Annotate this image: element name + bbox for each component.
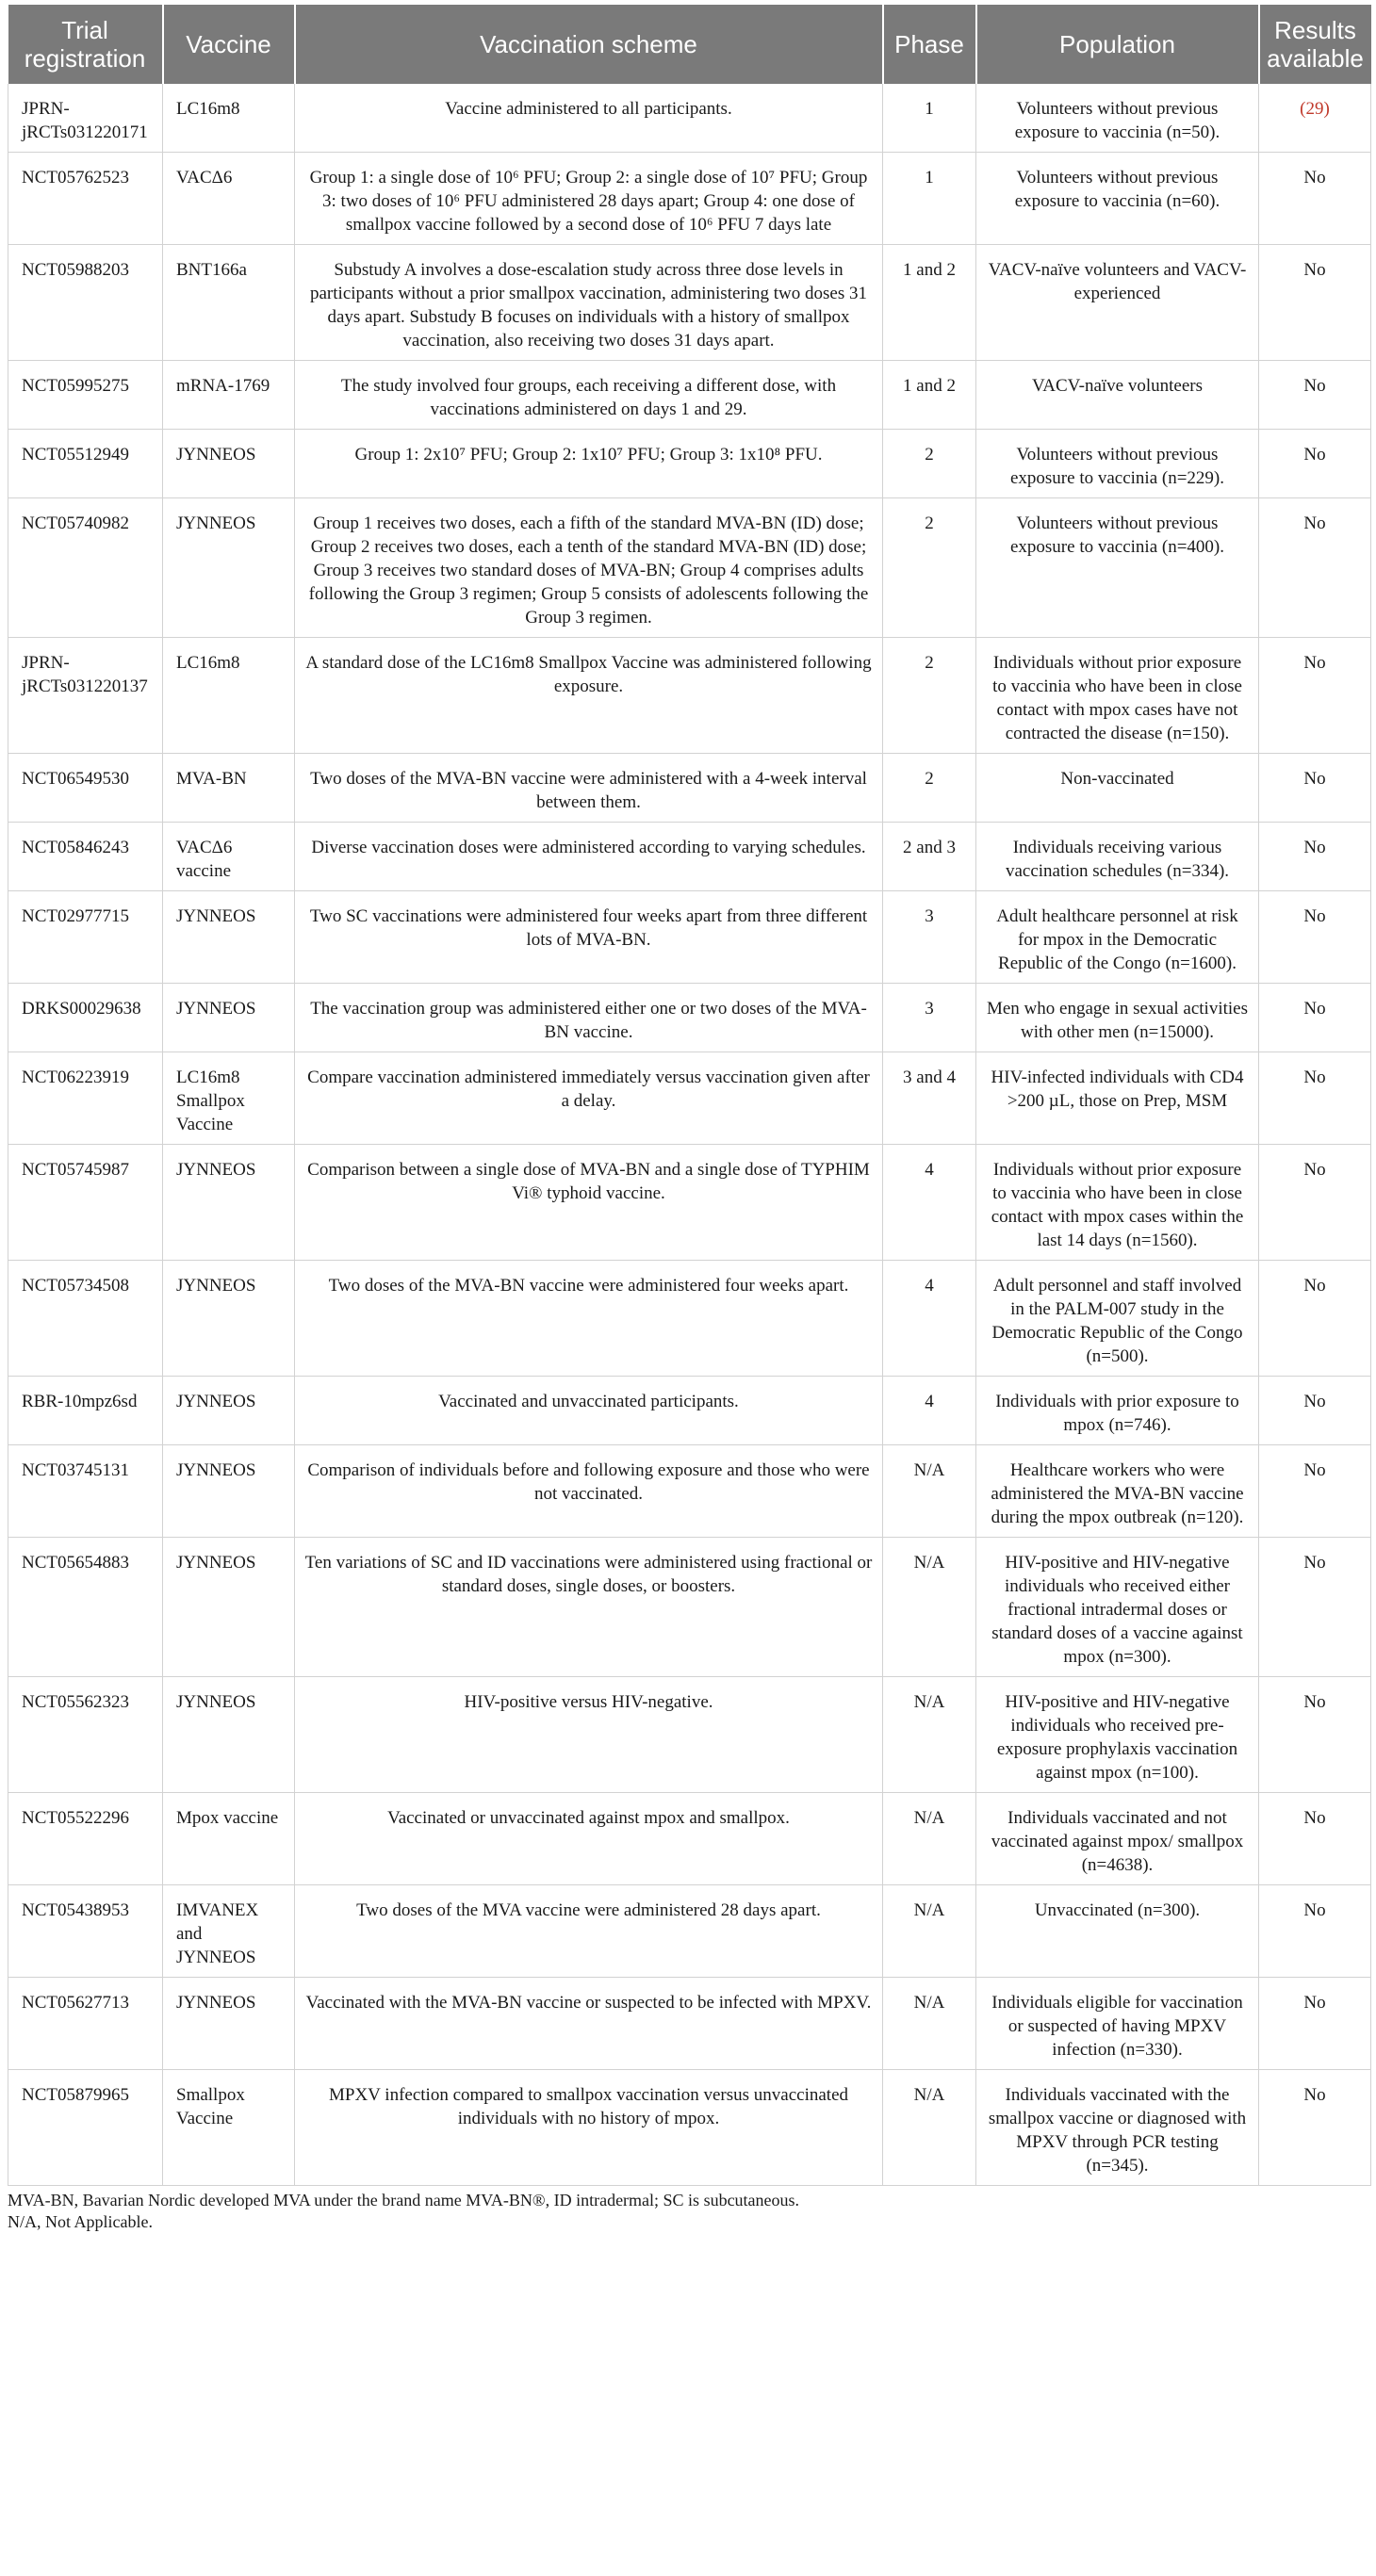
header-row: [8, 5, 1371, 84]
cell-results: No: [1259, 1445, 1371, 1538]
cell-vaccine: JYNNEOS: [163, 1445, 295, 1538]
cell-population: Individuals receiving various vaccination schedules (n=334).: [976, 823, 1259, 891]
cell-population: VACV-naïve volunteers: [976, 361, 1259, 430]
cell-population: Men who engage in sexual activities with other men (n=15000).: [976, 984, 1259, 1052]
cell-results: No: [1259, 1978, 1371, 2070]
cell-registration: JPRN-jRCTs031220137: [8, 638, 163, 754]
cell-phase: 3: [883, 891, 976, 984]
cell-registration: NCT05654883: [8, 1538, 163, 1677]
table-row: [8, 84, 1371, 153]
cell-scheme: Compare vaccination administered immediately versus vaccination given after a delay.: [295, 1052, 883, 1145]
cell-phase: N/A: [883, 1445, 976, 1538]
cell-phase: 4: [883, 1145, 976, 1261]
cell-vaccine: JYNNEOS: [163, 1677, 295, 1793]
cell-scheme: Two doses of the MVA-BN vaccine were administered four weeks apart.: [295, 1261, 883, 1377]
vaccine-trials-table-document: [8, 5, 1370, 2233]
cell-vaccine: IMVANEX and JYNNEOS: [163, 1885, 295, 1978]
cell-scheme: Comparison of individuals before and following exposure and those who were not vaccinated.: [295, 1445, 883, 1538]
footnote-na: N/A, Not Applicable.: [8, 2212, 153, 2231]
cell-scheme: Ten variations of SC and ID vaccinations were administered using fractional or standard doses, single doses, or boosters.: [295, 1538, 883, 1677]
table-row: [8, 2070, 1371, 2186]
cell-vaccine: JYNNEOS: [163, 1978, 295, 2070]
table-body: [8, 84, 1371, 2186]
cell-scheme: HIV-positive versus HIV-negative.: [295, 1677, 883, 1793]
cell-registration: RBR-10mpz6sd: [8, 1377, 163, 1445]
cell-phase: 4: [883, 1377, 976, 1445]
header-results: Results available: [1259, 5, 1371, 84]
table-row: [8, 891, 1371, 984]
cell-vaccine: JYNNEOS: [163, 984, 295, 1052]
cell-vaccine: VACΔ6 vaccine: [163, 823, 295, 891]
table-row: [8, 754, 1371, 823]
cell-scheme: A standard dose of the LC16m8 Smallpox Vaccine was administered following exposure.: [295, 638, 883, 754]
cell-vaccine: LC16m8 Smallpox Vaccine: [163, 1052, 295, 1145]
table-row: [8, 1677, 1371, 1793]
cell-vaccine: BNT166a: [163, 245, 295, 361]
cell-population: Healthcare workers who were administered the MVA-BN vaccine during the mpox outbreak (n=120).: [976, 1445, 1259, 1538]
cell-vaccine: VACΔ6: [163, 153, 295, 245]
cell-population: Adult personnel and staff involved in the PALM-007 study in the Democratic Republic of the Congo (n=500).: [976, 1261, 1259, 1377]
cell-scheme: Group 1: a single dose of 10⁶ PFU; Group 2: a single dose of 10⁷ PFU; Group 3: two doses of 10⁶ PFU administered 28 days apart; Group 4: one dose of smallpox vaccine followed by a second dose of 10⁶ PFU 7 days late: [295, 153, 883, 245]
cell-results: No: [1259, 1538, 1371, 1677]
cell-results: No: [1259, 153, 1371, 245]
cell-vaccine: mRNA-1769: [163, 361, 295, 430]
cell-phase: 2: [883, 430, 976, 498]
cell-results: No: [1259, 1377, 1371, 1445]
cell-scheme: Vaccinated and unvaccinated participants.: [295, 1377, 883, 1445]
table-row: [8, 1261, 1371, 1377]
table-footnotes: [8, 2190, 1370, 2233]
cell-phase: 2 and 3: [883, 823, 976, 891]
cell-results: No: [1259, 430, 1371, 498]
cell-results-reference-link[interactable]: (29): [1259, 84, 1371, 153]
cell-vaccine: Mpox vaccine: [163, 1793, 295, 1885]
cell-results: No: [1259, 2070, 1371, 2186]
cell-population: Individuals without prior exposure to vaccinia who have been in close contact with mpox cases have not contracted the disease (n=150).: [976, 638, 1259, 754]
table-row: [8, 1377, 1371, 1445]
cell-results: No: [1259, 823, 1371, 891]
table-row: [8, 1538, 1371, 1677]
table-row: [8, 638, 1371, 754]
cell-registration: NCT05988203: [8, 245, 163, 361]
cell-population: Volunteers without previous exposure to vaccinia (n=60).: [976, 153, 1259, 245]
table-row: [8, 361, 1371, 430]
cell-results: No: [1259, 245, 1371, 361]
header-population: Population: [976, 5, 1259, 84]
cell-results: No: [1259, 1052, 1371, 1145]
cell-phase: 1: [883, 84, 976, 153]
cell-phase: 3: [883, 984, 976, 1052]
cell-results: No: [1259, 984, 1371, 1052]
cell-results: No: [1259, 754, 1371, 823]
table-row: [8, 1445, 1371, 1538]
cell-vaccine: Smallpox Vaccine: [163, 2070, 295, 2186]
cell-population: Individuals without prior exposure to vaccinia who have been in close contact with mpox cases within the last 14 days (n=1560).: [976, 1145, 1259, 1261]
cell-registration: NCT02977715: [8, 891, 163, 984]
cell-vaccine: LC16m8: [163, 638, 295, 754]
cell-results: No: [1259, 891, 1371, 984]
table-row: [8, 823, 1371, 891]
footnote-abbreviations: MVA-BN, Bavarian Nordic developed MVA under the brand name MVA-BN®, ID intradermal; SC is subcutaneous.: [8, 2191, 800, 2209]
cell-scheme: Vaccinated with the MVA-BN vaccine or suspected to be infected with MPXV.: [295, 1978, 883, 2070]
trials-table: [8, 5, 1371, 2186]
cell-results: No: [1259, 498, 1371, 638]
cell-scheme: Vaccinated or unvaccinated against mpox and smallpox.: [295, 1793, 883, 1885]
cell-registration: NCT06549530: [8, 754, 163, 823]
cell-registration: NCT05522296: [8, 1793, 163, 1885]
cell-vaccine: JYNNEOS: [163, 1538, 295, 1677]
cell-vaccine: JYNNEOS: [163, 891, 295, 984]
cell-results: No: [1259, 1793, 1371, 1885]
cell-registration: NCT05438953: [8, 1885, 163, 1978]
cell-registration: NCT05762523: [8, 153, 163, 245]
cell-scheme: The vaccination group was administered either one or two doses of the MVA-BN vaccine.: [295, 984, 883, 1052]
cell-scheme: Vaccine administered to all participants.: [295, 84, 883, 153]
cell-registration: NCT05740982: [8, 498, 163, 638]
cell-population: VACV-naïve volunteers and VACV-experienced: [976, 245, 1259, 361]
header-phase: Phase: [883, 5, 976, 84]
header-vaccine: Vaccine: [163, 5, 295, 84]
cell-population: Adult healthcare personnel at risk for mpox in the Democratic Republic of the Congo (n=1600).: [976, 891, 1259, 984]
cell-phase: 1 and 2: [883, 361, 976, 430]
header-registration: Trial registration: [8, 5, 163, 84]
cell-phase: 1 and 2: [883, 245, 976, 361]
cell-registration: NCT05562323: [8, 1677, 163, 1793]
cell-registration: NCT05734508: [8, 1261, 163, 1377]
cell-vaccine: JYNNEOS: [163, 430, 295, 498]
cell-registration: DRKS00029638: [8, 984, 163, 1052]
table-header: [8, 5, 1371, 84]
cell-population: Volunteers without previous exposure to vaccinia (n=50).: [976, 84, 1259, 153]
cell-scheme: Two SC vaccinations were administered four weeks apart from three different lots of MVA-BN.: [295, 891, 883, 984]
cell-scheme: Group 1 receives two doses, each a fifth of the standard MVA-BN (ID) dose; Group 2 receives two doses, each a tenth of the standard MVA-BN (ID) dose; Group 3 receives two standard doses of MVA-BN; Group 4 comprises adults following the Group 3 regimen; Group 5 consists of adolescents following the Group 3 regimen.: [295, 498, 883, 638]
cell-vaccine: JYNNEOS: [163, 498, 295, 638]
cell-phase: 3 and 4: [883, 1052, 976, 1145]
cell-population: Non-vaccinated: [976, 754, 1259, 823]
cell-registration: NCT05512949: [8, 430, 163, 498]
cell-scheme: The study involved four groups, each receiving a different dose, with vaccinations administered on days 1 and 29.: [295, 361, 883, 430]
cell-phase: 1: [883, 153, 976, 245]
table-row: [8, 430, 1371, 498]
table-row: [8, 984, 1371, 1052]
cell-phase: N/A: [883, 1677, 976, 1793]
table-row: [8, 1052, 1371, 1145]
table-row: [8, 1793, 1371, 1885]
table-row: [8, 153, 1371, 245]
cell-registration: NCT05879965: [8, 2070, 163, 2186]
cell-vaccine: MVA-BN: [163, 754, 295, 823]
cell-population: Individuals eligible for vaccination or suspected of having MPXV infection (n=330).: [976, 1978, 1259, 2070]
cell-population: Volunteers without previous exposure to vaccinia (n=229).: [976, 430, 1259, 498]
cell-scheme: Comparison between a single dose of MVA-BN and a single dose of TYPHIM Vi® typhoid vaccine.: [295, 1145, 883, 1261]
cell-scheme: Two doses of the MVA vaccine were administered 28 days apart.: [295, 1885, 883, 1978]
cell-vaccine: JYNNEOS: [163, 1145, 295, 1261]
cell-population: Unvaccinated (n=300).: [976, 1885, 1259, 1978]
header-scheme: Vaccination scheme: [295, 5, 883, 84]
cell-phase: N/A: [883, 1885, 976, 1978]
table-row: [8, 1145, 1371, 1261]
cell-phase: N/A: [883, 2070, 976, 2186]
cell-scheme: Diverse vaccination doses were administered according to varying schedules.: [295, 823, 883, 891]
table-row: [8, 245, 1371, 361]
cell-results: No: [1259, 638, 1371, 754]
cell-population: HIV-positive and HIV-negative individuals who received pre-exposure prophylaxis vaccination against mpox (n=100).: [976, 1677, 1259, 1793]
cell-registration: NCT05846243: [8, 823, 163, 891]
table-row: [8, 498, 1371, 638]
cell-scheme: MPXV infection compared to smallpox vaccination versus unvaccinated individuals with no history of mpox.: [295, 2070, 883, 2186]
cell-phase: 2: [883, 498, 976, 638]
cell-population: HIV-positive and HIV-negative individuals who received either fractional intradermal doses or standard doses of a vaccine against mpox (n=300).: [976, 1538, 1259, 1677]
cell-registration: NCT05627713: [8, 1978, 163, 2070]
cell-vaccine: LC16m8: [163, 84, 295, 153]
cell-phase: 4: [883, 1261, 976, 1377]
cell-results: No: [1259, 361, 1371, 430]
table-row: [8, 1978, 1371, 2070]
cell-registration: JPRN-jRCTs031220171: [8, 84, 163, 153]
cell-population: Individuals vaccinated with the smallpox vaccine or diagnosed with MPXV through PCR testing (n=345).: [976, 2070, 1259, 2186]
cell-scheme: Substudy A involves a dose-escalation study across three dose levels in participants without a prior smallpox vaccination, administering two doses 31 days apart. Substudy B focuses on individuals with a history of smallpox vaccination, also receiving two doses 31 days apart.: [295, 245, 883, 361]
cell-registration: NCT06223919: [8, 1052, 163, 1145]
cell-registration: NCT05995275: [8, 361, 163, 430]
cell-population: Individuals with prior exposure to mpox (n=746).: [976, 1377, 1259, 1445]
cell-phase: 2: [883, 754, 976, 823]
cell-phase: N/A: [883, 1793, 976, 1885]
cell-phase: 2: [883, 638, 976, 754]
cell-registration: NCT05745987: [8, 1145, 163, 1261]
table-row: [8, 1885, 1371, 1978]
cell-registration: NCT03745131: [8, 1445, 163, 1538]
cell-population: Individuals vaccinated and not vaccinated against mpox/ smallpox (n=4638).: [976, 1793, 1259, 1885]
cell-population: Volunteers without previous exposure to vaccinia (n=400).: [976, 498, 1259, 638]
cell-results: No: [1259, 1677, 1371, 1793]
cell-vaccine: JYNNEOS: [163, 1261, 295, 1377]
cell-phase: N/A: [883, 1538, 976, 1677]
cell-results: No: [1259, 1885, 1371, 1978]
cell-results: No: [1259, 1261, 1371, 1377]
cell-population: HIV-infected individuals with CD4 >200 µL, those on Prep, MSM: [976, 1052, 1259, 1145]
cell-vaccine: JYNNEOS: [163, 1377, 295, 1445]
cell-scheme: Group 1: 2x10⁷ PFU; Group 2: 1x10⁷ PFU; Group 3: 1x10⁸ PFU.: [295, 430, 883, 498]
cell-results: No: [1259, 1145, 1371, 1261]
cell-scheme: Two doses of the MVA-BN vaccine were administered with a 4-week interval between them.: [295, 754, 883, 823]
cell-phase: N/A: [883, 1978, 976, 2070]
